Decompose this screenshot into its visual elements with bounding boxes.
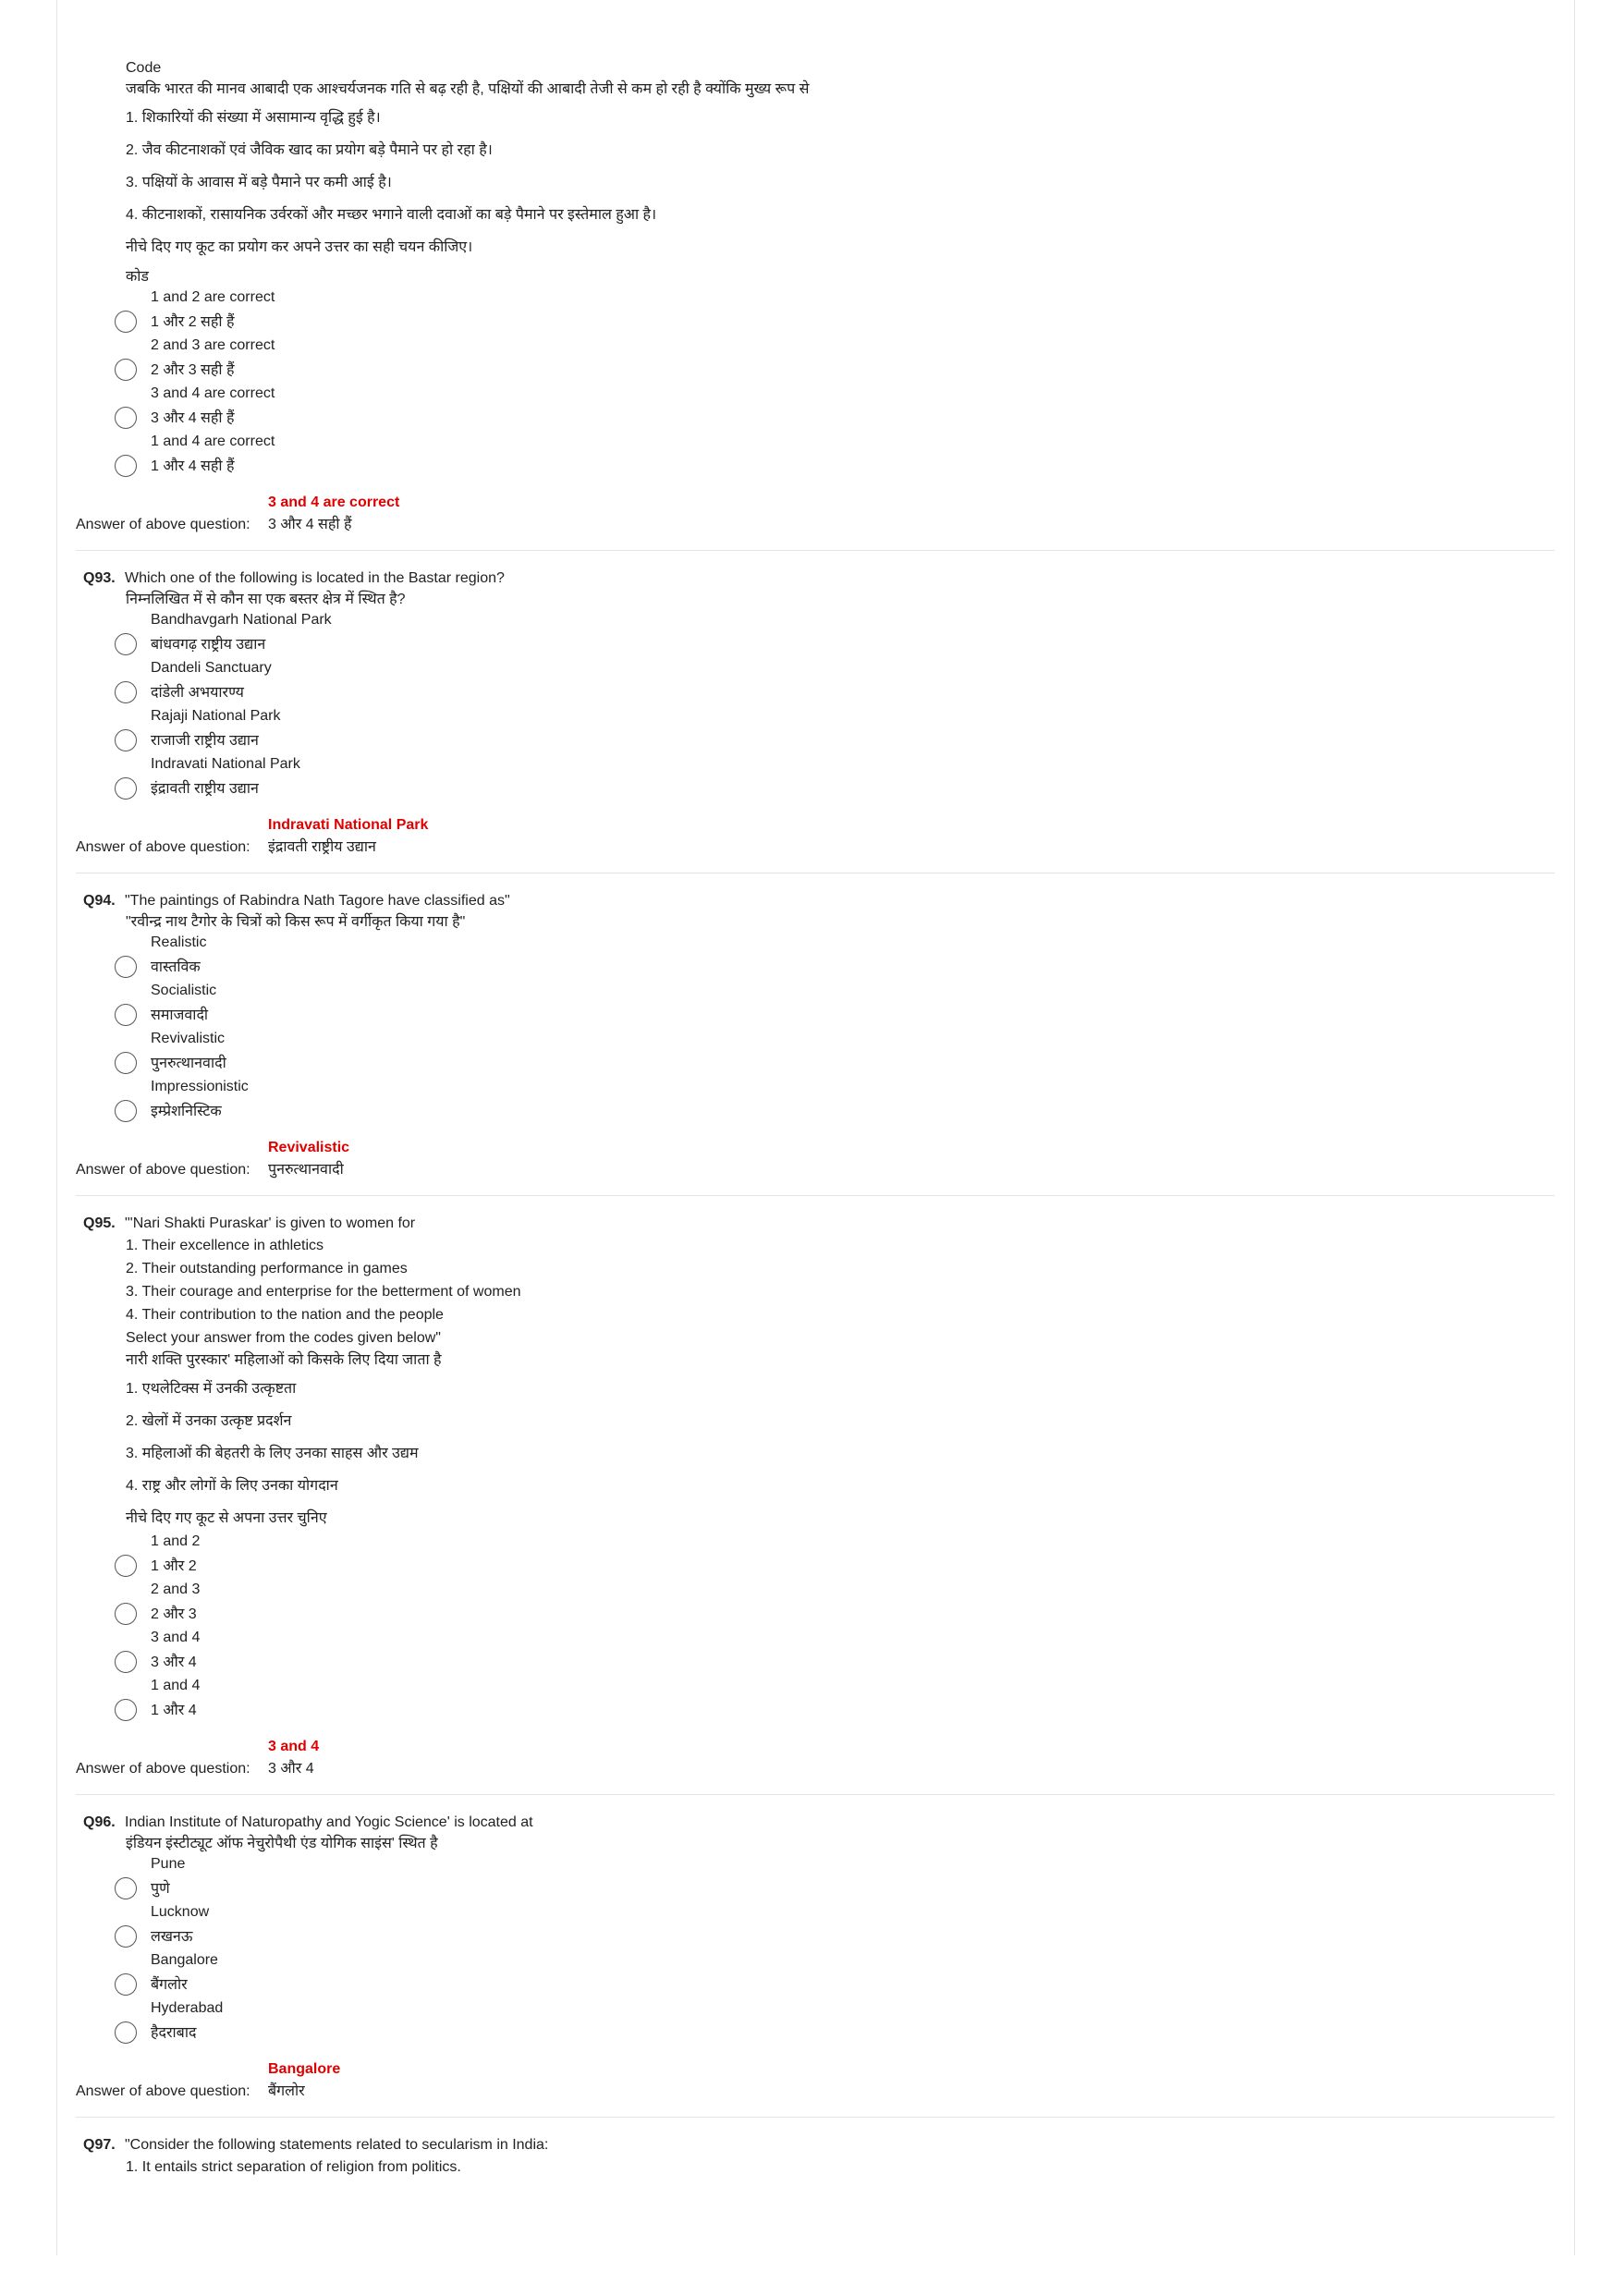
answer-label: Answer of above question:	[76, 1162, 250, 1178]
statement-hindi: 4. कीटनाशकों, रासायनिक उर्वरकों और मच्छर भगाने वाली दवाओं का बड़े पैमाने पर इस्तेमाल हुआ है।	[126, 207, 657, 223]
question-92-continued	[76, 57, 1555, 537]
radio-button[interactable]	[115, 1555, 137, 1577]
option[interactable]	[76, 955, 1555, 981]
answer-row	[76, 1757, 1555, 1781]
options-list	[76, 1532, 1555, 1724]
question-number: Q93.	[83, 570, 116, 586]
correct-answer-english: 3 and 4 are correct	[268, 495, 400, 510]
options-list	[76, 933, 1555, 1125]
option-hindi: समाजवादी	[151, 1008, 209, 1023]
question-text-english: "'Nari Shakti Puraskar' is given to women for	[125, 1215, 416, 1231]
correct-answer-hindi: 3 और 4	[268, 1761, 314, 1777]
option-english: Hyderabad	[151, 2000, 224, 2016]
option-hindi: इम्प्रेशनिस्टिक	[151, 1104, 222, 1119]
answer-row	[76, 2080, 1555, 2104]
option[interactable]	[76, 680, 1555, 706]
question-text-english: Indian Institute of Naturopathy and Yogic Science' is located at	[125, 1814, 533, 1830]
divider	[76, 550, 1555, 551]
radio-button[interactable]	[115, 1651, 137, 1673]
radio-button[interactable]	[115, 729, 137, 751]
statement-hindi: 1. शिकारियों की संख्या में असामान्य वृद्धि हुई है।	[126, 110, 381, 126]
question-text-hindi: जबकि भारत की मानव आबादी एक आश्चर्यजनक गति से बढ़ रही है, पक्षियों की आबादी तेजी से कम हो रही है क्योंकि मुख्य रूप से	[126, 81, 810, 97]
question-text-hindi: निम्नलिखित में से कौन सा एक बस्तर क्षेत्र में स्थित है?	[126, 592, 406, 607]
question-97	[76, 2134, 1555, 2179]
divider	[76, 2117, 1555, 2118]
radio-button[interactable]	[115, 1603, 137, 1625]
answer-label: Answer of above question:	[76, 1761, 250, 1777]
option-hindi: 1 और 4 सही हैं	[151, 458, 235, 474]
option-english: Revivalistic	[151, 1031, 226, 1046]
option-hindi: वास्तविक	[151, 959, 201, 975]
question-text-english: "The paintings of Rabindra Nath Tagore have classified as"	[125, 893, 510, 909]
question-96	[76, 1812, 1555, 2104]
option-english: 1 and 4 are correct	[151, 434, 275, 449]
radio-button[interactable]	[115, 1925, 137, 1948]
page-right-border	[1574, 0, 1575, 2255]
statement-hindi: 2. खेलों में उनका उत्कृष्ट प्रदर्शन	[126, 1413, 292, 1429]
radio-button[interactable]	[115, 633, 137, 655]
options-list	[76, 610, 1555, 802]
option-english: Indravati National Park	[151, 756, 300, 772]
question-number: Q94.	[83, 893, 116, 909]
statement-english: 1. It entails strict separation of religion from politics.	[126, 2159, 461, 2175]
answer-label: Answer of above question:	[76, 517, 250, 532]
correct-answer-hindi: पुनरुत्थानवादी	[268, 1162, 344, 1178]
option-hindi: राजाजी राष्ट्रीय उद्यान	[151, 733, 259, 749]
correct-answer-english: Bangalore	[268, 2061, 341, 2077]
option-hindi: बांधवगढ़ राष्ट्रीय उद्यान	[151, 637, 266, 653]
radio-button[interactable]	[115, 1100, 137, 1122]
radio-button[interactable]	[115, 359, 137, 381]
radio-button[interactable]	[115, 956, 137, 978]
option-hindi: 1 और 2	[151, 1558, 197, 1574]
radio-button[interactable]	[115, 1877, 137, 1899]
question-text-hindi: नारी शक्ति पुरस्कार' महिलाओं को किसके लिए दिया जाता है	[126, 1352, 442, 1368]
answer-label: Answer of above question:	[76, 839, 250, 855]
question-text-english: Which one of the following is located in the Bastar region?	[125, 570, 505, 586]
option[interactable]	[76, 1099, 1555, 1125]
correct-answer-english: 3 and 4	[268, 1739, 320, 1754]
option[interactable]	[76, 1698, 1555, 1724]
option[interactable]	[76, 1003, 1555, 1029]
question-95	[76, 1213, 1555, 1781]
options-list	[76, 1854, 1555, 2046]
radio-button[interactable]	[115, 1052, 137, 1074]
option[interactable]	[76, 358, 1555, 384]
statement-english: 3. Their courage and enterprise for the betterment of women	[126, 1284, 521, 1300]
option[interactable]	[76, 2021, 1555, 2046]
page-left-border	[56, 0, 57, 2255]
option[interactable]	[76, 1924, 1555, 1950]
answer-row	[76, 513, 1555, 537]
radio-button[interactable]	[115, 2021, 137, 2044]
option-hindi: 2 और 3 सही हैं	[151, 362, 235, 378]
option-hindi: लखनऊ	[151, 1929, 193, 1945]
radio-button[interactable]	[115, 455, 137, 477]
answer-row	[76, 836, 1555, 860]
statement-hindi: 3. महिलाओं की बेहतरी के लिए उनका साहस और उद्यम	[126, 1446, 419, 1461]
option[interactable]	[76, 310, 1555, 336]
instruction-hindi: नीचे दिए गए कूट का प्रयोग कर अपने उत्तर का सही चयन कीजिए।	[126, 239, 473, 255]
radio-button[interactable]	[115, 1004, 137, 1026]
correct-answer-english: Indravati National Park	[268, 817, 429, 833]
option-hindi: 2 और 3	[151, 1606, 197, 1622]
option-english: 2 and 3 are correct	[151, 337, 275, 353]
option[interactable]	[76, 632, 1555, 658]
correct-answer-hindi: इंद्रावती राष्ट्रीय उद्यान	[268, 839, 376, 855]
radio-button[interactable]	[115, 311, 137, 333]
statement-english: 4. Their contribution to the nation and the people	[126, 1307, 444, 1323]
option-hindi: पुणे	[151, 1881, 170, 1897]
option[interactable]	[76, 728, 1555, 754]
instruction-hindi: नीचे दिए गए कूट से अपना उत्तर चुनिए	[126, 1510, 327, 1526]
option-hindi: 1 और 4	[151, 1703, 197, 1718]
statement-hindi: 4. राष्ट्र और लोगों के लिए उनका योगदान	[126, 1478, 338, 1494]
option-english: Socialistic	[151, 983, 217, 998]
question-paper	[76, 57, 1555, 2179]
radio-button[interactable]	[115, 1699, 137, 1721]
option-english: 1 and 4	[151, 1678, 201, 1693]
option-hindi: हैदराबाद	[151, 2025, 197, 2041]
option-english: Dandeli Sanctuary	[151, 660, 272, 676]
question-text-hindi: इंडियन इंस्टीट्यूट ऑफ नेचुरोपैथी एंड योगिक साइंस' स्थित है	[126, 1836, 438, 1851]
option-hindi: 1 और 2 सही हैं	[151, 314, 235, 330]
correct-answer-hindi: बैंगलोर	[268, 2083, 305, 2099]
statement-hindi: 1. एथलेटिक्स में उनकी उत्कृष्टता	[126, 1381, 297, 1397]
correct-answer-hindi: 3 और 4 सही हैं	[268, 517, 352, 532]
option-hindi: 3 और 4	[151, 1655, 197, 1670]
option-english: Realistic	[151, 934, 207, 950]
code-label: Code	[126, 60, 162, 76]
option[interactable]	[76, 1051, 1555, 1077]
radio-button[interactable]	[115, 1973, 137, 1996]
option-english: Pune	[151, 1856, 186, 1872]
option-english: 3 and 4	[151, 1630, 201, 1645]
statement-english: 1. Their excellence in athletics	[126, 1238, 324, 1253]
option-english: 2 and 3	[151, 1582, 201, 1597]
answer-row	[76, 1158, 1555, 1182]
question-number: Q96.	[83, 1814, 116, 1830]
option-english: Lucknow	[151, 1904, 210, 1920]
option-hindi: पुनरुत्थानवादी	[151, 1056, 226, 1071]
option-hindi: 3 और 4 सही हैं	[151, 410, 235, 426]
correct-answer-english: Revivalistic	[268, 1140, 350, 1155]
option-english: 1 and 2 are correct	[151, 289, 275, 305]
options-list	[76, 287, 1555, 480]
question-text-english: "Consider the following statements related to secularism in India:	[125, 2137, 549, 2153]
option[interactable]	[76, 1876, 1555, 1902]
question-number: Q97.	[83, 2137, 116, 2153]
option[interactable]	[76, 1972, 1555, 1998]
statement-hindi: 3. पक्षियों के आवास में बड़े पैमाने पर कमी आई है।	[126, 175, 392, 190]
instruction-english: Select your answer from the codes given below"	[126, 1330, 441, 1346]
divider	[76, 1195, 1555, 1196]
option[interactable]	[76, 776, 1555, 802]
option-hindi: बैंगलोर	[151, 1977, 188, 1993]
statement-hindi: 2. जैव कीटनाशकों एवं जैविक खाद का प्रयोग बड़े पैमाने पर हो रहा है।	[126, 142, 493, 158]
statement-english: 2. Their outstanding performance in games	[126, 1261, 408, 1276]
option[interactable]	[76, 1650, 1555, 1676]
radio-button[interactable]	[115, 681, 137, 703]
option[interactable]	[76, 1602, 1555, 1628]
radio-button[interactable]	[115, 777, 137, 800]
answer-label: Answer of above question:	[76, 2083, 250, 2099]
question-text-hindi: "रवीन्द्र नाथ टैगोर के चित्रों को किस रूप में वर्गीकृत किया गया है"	[126, 914, 466, 930]
code-label-hindi: कोड	[126, 269, 149, 285]
divider	[76, 1794, 1555, 1795]
question-number: Q95.	[83, 1215, 116, 1231]
option[interactable]	[76, 1554, 1555, 1580]
option-english: 3 and 4 are correct	[151, 385, 275, 401]
option-english: Bandhavgarh National Park	[151, 612, 332, 628]
option-english: 1 and 2	[151, 1533, 201, 1549]
radio-button[interactable]	[115, 407, 137, 429]
option-english: Impressionistic	[151, 1079, 249, 1094]
option-english: Rajaji National Park	[151, 708, 281, 724]
option[interactable]	[76, 406, 1555, 432]
question-93	[76, 568, 1555, 860]
option[interactable]	[76, 454, 1555, 480]
question-94	[76, 890, 1555, 1182]
option-hindi: दांडेली अभयारण्य	[151, 685, 244, 701]
option-hindi: इंद्रावती राष्ट्रीय उद्यान	[151, 781, 259, 797]
option-english: Bangalore	[151, 1952, 218, 1968]
